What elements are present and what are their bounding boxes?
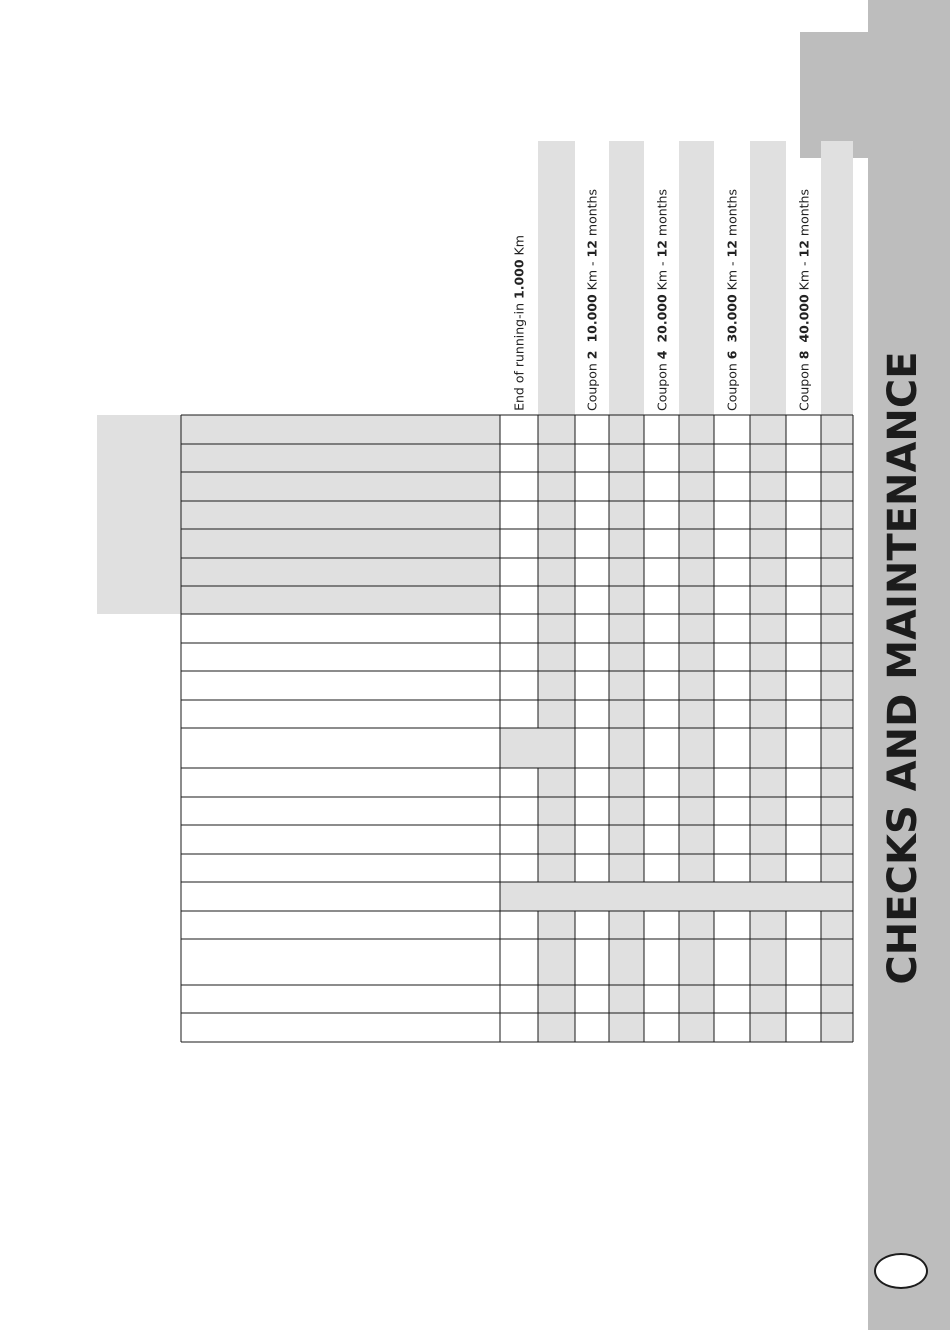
section-title: CHECKS AND MAINTENANCE [880,351,926,985]
header-label: End of running-in [511,302,527,411]
merged-shade-row [500,882,853,911]
header-months-label: months [796,188,811,237]
description-shade [181,415,500,614]
side-shade-block [97,415,181,614]
header-months-label: months [724,188,740,237]
header-unit: Km [511,235,527,256]
header-months: 12 [584,240,600,258]
header-label: Coupon [654,363,669,412]
header-months: 12 [724,240,740,258]
header-km: 40.000 [796,294,811,343]
header-km: 20.000 [654,294,669,343]
header-unit: Km - [724,261,740,291]
header-coupon: 2 [584,350,600,360]
header-label: Coupon [796,363,811,412]
header-unit: Km - [654,261,669,291]
header-unit: Km - [584,261,600,291]
header-km: 30.000 [724,294,740,343]
header-label: Coupon [724,363,740,412]
header-unit: Km - [796,261,811,291]
header-coupon: 4 [654,350,669,360]
header-km: 1.000 [511,259,527,300]
merged-shade-cell [500,728,575,768]
header-coupon: 6 [724,350,740,360]
header-km: 10.000 [584,294,600,343]
header-months: 12 [654,240,669,258]
header-coupon: 8 [796,350,811,360]
header-months-label: months [654,188,669,237]
header-months: 12 [796,240,811,258]
header-months-label: months [584,188,600,237]
header-label: Coupon [584,363,600,412]
